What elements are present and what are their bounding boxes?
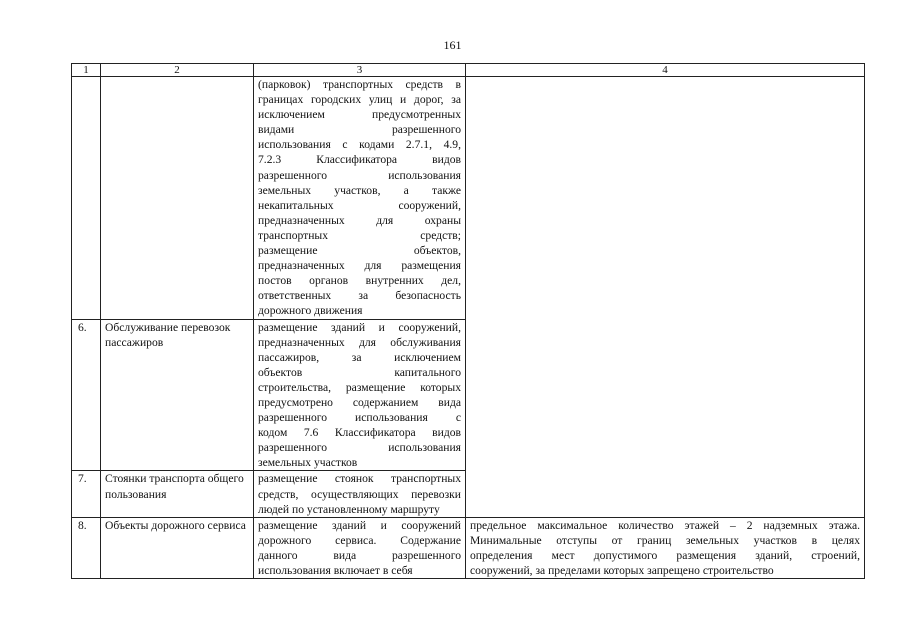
text-line: данного вида разрешенного bbox=[258, 548, 461, 562]
row-number bbox=[72, 77, 101, 320]
regulations-table bbox=[71, 63, 865, 579]
row-name: Стоянки транспорта общего пользования bbox=[101, 471, 254, 517]
page-number: 161 bbox=[443, 38, 462, 52]
row-description bbox=[254, 77, 466, 320]
row-number: 7. bbox=[72, 471, 101, 517]
text-line: Минимальные отступы от границ земельных участков в целях bbox=[470, 533, 860, 547]
text-line: определения мест допустимого размещения зданий, строений, bbox=[470, 548, 860, 562]
text-line: разрешенного использования bbox=[258, 441, 461, 455]
text-line: границах городских улиц и дорог, за bbox=[258, 93, 461, 107]
text-line: пассажиров, за исключением bbox=[258, 350, 461, 364]
text-line: дорожного движения bbox=[258, 304, 363, 318]
text-line: кодом 7.6 Классификатора видов bbox=[258, 426, 461, 440]
text-line: размещение объектов, bbox=[258, 244, 461, 258]
header-cell-2: 2 bbox=[101, 64, 254, 77]
text-line: предназначенных для обслуживания bbox=[258, 335, 461, 349]
text-line: земельных участков, а также bbox=[258, 183, 461, 197]
header-cell-4: 4 bbox=[466, 64, 865, 77]
text-line: дорожного сервиса. Содержание bbox=[258, 533, 461, 547]
header-cell-1: 1 bbox=[72, 64, 101, 77]
text-line: строительства, размещение которых bbox=[258, 380, 461, 394]
text-line: использования с кодами 2.7.1, 4.9, bbox=[258, 138, 461, 152]
text-line: людей по установленному маршруту bbox=[258, 502, 440, 516]
row-description-text bbox=[258, 471, 461, 516]
text-line: (парковок) транспортных средств в bbox=[258, 78, 461, 91]
text-line: сооружений, за пределами которых запрещено строительство bbox=[470, 564, 774, 577]
text-line: предназначенных для охраны bbox=[258, 213, 461, 227]
text-line: некапитальных сооружений, bbox=[258, 198, 461, 212]
text-line: предназначенных для размещения bbox=[258, 259, 461, 273]
text-line: исключением предусмотренных bbox=[258, 108, 461, 122]
row-parameters bbox=[466, 517, 865, 578]
row-name: Обслуживание перевозок пассажиров bbox=[101, 319, 254, 471]
text-line: постов органов внутренних дел, bbox=[258, 274, 461, 288]
row-description bbox=[254, 471, 466, 517]
text-line: предельное максимальное количество этажей – 2 надземных этажа. bbox=[470, 518, 860, 532]
text-line: размещение зданий и сооружений, bbox=[258, 320, 461, 334]
text-line: использования включает в себя bbox=[258, 564, 413, 577]
header-cell-3: 3 bbox=[254, 64, 466, 77]
row-name bbox=[101, 77, 254, 320]
table-row bbox=[72, 517, 865, 578]
row-description-text bbox=[258, 518, 461, 578]
text-line: транспортных средств; bbox=[258, 228, 461, 242]
row-parameters-merged bbox=[466, 77, 865, 518]
row-number: 6. bbox=[72, 319, 101, 471]
row-description bbox=[254, 319, 466, 471]
row-number: 8. bbox=[72, 517, 101, 578]
text-line: размещение стоянок транспортных bbox=[258, 472, 461, 486]
text-line: объектов капитального bbox=[258, 365, 461, 379]
row-description-text bbox=[258, 320, 461, 471]
text-line: разрешенного использования с bbox=[258, 411, 461, 425]
row-parameters-text bbox=[470, 518, 860, 578]
text-line: предусмотрено содержанием вида bbox=[258, 395, 461, 409]
text-line: средств, осуществляющих перевозки bbox=[258, 487, 461, 501]
table-header-row bbox=[72, 64, 865, 77]
text-line: земельных участков bbox=[258, 456, 358, 470]
text-line: разрешенного использования bbox=[258, 168, 461, 182]
text-line: размещение зданий и сооружений bbox=[258, 518, 461, 532]
row-name: Объекты дорожного сервиса bbox=[101, 517, 254, 578]
text-line: 7.2.3 Классификатора видов bbox=[258, 153, 461, 167]
text-line: видами разрешенного bbox=[258, 123, 461, 137]
text-line: ответственных за безопасность bbox=[258, 289, 461, 303]
table-row bbox=[72, 77, 865, 320]
row-description bbox=[254, 517, 466, 578]
row-description-text bbox=[258, 77, 461, 319]
